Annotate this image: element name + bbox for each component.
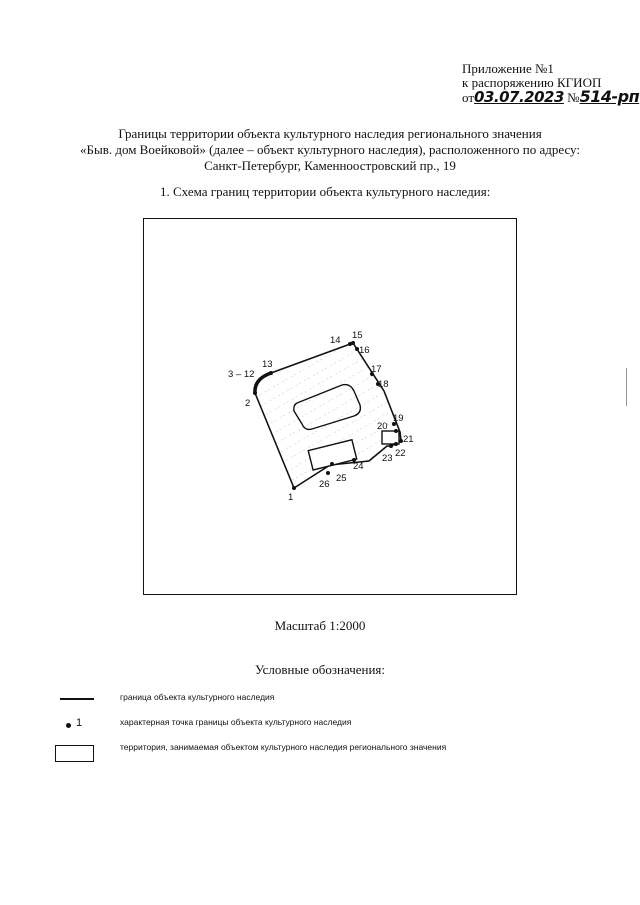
corner-square	[382, 431, 399, 444]
legend-boundary-point-text: характерная точка границы объекта культурного наследия	[120, 717, 352, 727]
boundary-scheme	[144, 219, 518, 596]
boundary-map	[143, 218, 517, 595]
appendix-order-ref: к распоряжению КГИОП	[462, 75, 602, 90]
appendix-date-number	[462, 87, 640, 106]
title-line-2: «Быв. дом Воейковой» (далее – объект культурного наследия), расположенного по адресу:	[80, 142, 580, 157]
label-1: 1	[288, 492, 294, 503]
section-heading: 1. Схема границ территории объекта культурного наследия:	[160, 184, 491, 199]
label-17: 17	[371, 364, 382, 375]
label-3-12: 3 – 12	[228, 369, 255, 380]
point-22	[394, 442, 398, 446]
legend-territory-text: территория, занимаемая объектом культурного наследия регионального значения	[120, 742, 447, 752]
label-13: 13	[262, 359, 273, 370]
legend-boundary-line-symbol	[60, 698, 94, 700]
label-24: 24	[353, 461, 364, 472]
point-23	[389, 444, 393, 448]
appendix-header	[462, 62, 639, 105]
point-2	[253, 391, 257, 395]
label-23: 23	[382, 453, 393, 464]
title-line-3: Санкт-Петербург, Каменноостровский пр., 19	[204, 158, 456, 173]
label-16: 16	[359, 345, 370, 356]
label-20: 20	[377, 421, 388, 432]
scan-edge-mark	[626, 368, 627, 406]
label-21: 21	[403, 434, 414, 445]
number-prefix: №	[567, 90, 580, 105]
appendix-title: Приложение №1	[462, 61, 554, 76]
order-date: 03.07.2023	[474, 88, 564, 106]
label-25: 25	[336, 473, 347, 484]
title-line-1: Границы территории объекта культурного наследия регионального значения	[118, 126, 542, 141]
point-1	[292, 486, 296, 490]
point-20	[394, 429, 398, 433]
point-15	[351, 341, 355, 345]
point-26	[326, 471, 330, 475]
legend-territory-symbol	[55, 745, 94, 762]
legend-title: Условные обозначения:	[254, 662, 386, 677]
point-25	[330, 462, 334, 466]
label-18: 18	[378, 379, 389, 390]
from-prefix: от	[462, 90, 475, 105]
map-scale: Масштаб 1:2000	[274, 618, 366, 633]
label-22: 22	[395, 448, 406, 459]
legend-point-example: 1	[76, 717, 83, 729]
legend-point-symbol	[66, 723, 71, 728]
label-26: 26	[319, 479, 330, 490]
order-number: 514-рп	[579, 87, 640, 106]
point-13	[269, 371, 273, 375]
label-2: 2	[245, 398, 251, 409]
document-title	[40, 126, 620, 174]
label-15: 15	[352, 330, 363, 341]
label-19: 19	[393, 413, 404, 424]
legend-boundary-line-text: граница объекта культурного наследия	[120, 692, 275, 702]
label-14: 14	[330, 335, 341, 346]
